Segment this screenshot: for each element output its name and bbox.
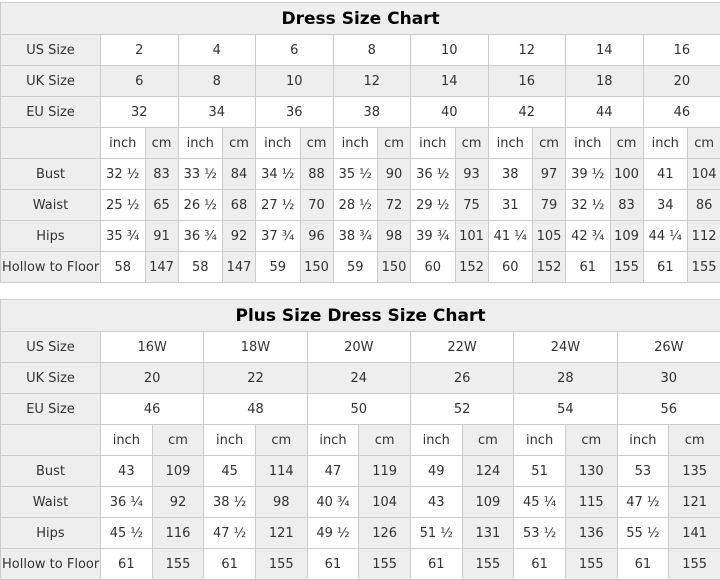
measure-row <box>1 549 720 580</box>
unit-inch-header: inch <box>410 425 462 456</box>
measure-cm-cell: 119 <box>359 456 411 487</box>
measure-cm-cell: 100 <box>610 159 643 190</box>
measure-cm-cell: 101 <box>455 221 488 252</box>
measure-cm-cell: 104 <box>688 159 720 190</box>
size-row <box>1 332 720 363</box>
measure-inch-cell: 43 <box>101 456 153 487</box>
size-value-cell: 16 <box>643 35 720 66</box>
measure-inch-cell: 49 <box>410 456 462 487</box>
measure-cm-cell: 150 <box>378 252 411 283</box>
unit-cm-header: cm <box>255 425 307 456</box>
unit-inch-header: inch <box>566 128 611 159</box>
measure-inch-cell: 59 <box>256 252 301 283</box>
unit-inch-header: inch <box>101 425 153 456</box>
unit-header-row <box>1 425 720 456</box>
unit-cm-header: cm <box>669 425 720 456</box>
measure-row <box>1 487 720 518</box>
measure-row <box>1 456 720 487</box>
row-label: Bust <box>1 456 101 487</box>
measure-cm-cell: 135 <box>669 456 720 487</box>
measure-inch-cell: 32 ½ <box>566 190 611 221</box>
measure-inch-cell: 25 ½ <box>101 190 146 221</box>
measure-row <box>1 518 720 549</box>
size-value-cell: 10 <box>411 35 489 66</box>
measure-cm-cell: 131 <box>462 518 514 549</box>
measure-inch-cell: 47 <box>307 456 359 487</box>
size-value-cell: 50 <box>307 394 410 425</box>
measure-inch-cell: 53 ½ <box>514 518 566 549</box>
unit-inch-header: inch <box>514 425 566 456</box>
measure-cm-cell: 92 <box>152 487 204 518</box>
size-value-cell: 44 <box>566 97 644 128</box>
measure-cm-cell: 116 <box>152 518 204 549</box>
unit-cm-header: cm <box>610 128 643 159</box>
measure-row <box>1 159 720 190</box>
size-value-cell: 12 <box>333 66 411 97</box>
measure-inch-cell: 29 ½ <box>411 190 456 221</box>
measure-inch-cell: 55 ½ <box>617 518 669 549</box>
row-label: Bust <box>1 159 101 190</box>
measure-inch-cell: 39 ¾ <box>411 221 456 252</box>
measure-inch-cell: 32 ½ <box>101 159 146 190</box>
measure-cm-cell: 98 <box>378 221 411 252</box>
size-value-cell: 30 <box>617 363 720 394</box>
row-label: US Size <box>1 35 101 66</box>
measure-inch-cell: 49 ½ <box>307 518 359 549</box>
plus-dress-size-chart-table <box>0 299 720 580</box>
size-value-cell: 20 <box>643 66 720 97</box>
size-value-cell: 38 <box>333 97 411 128</box>
measure-inch-cell: 61 <box>307 549 359 580</box>
measure-cm-cell: 155 <box>359 549 411 580</box>
table-title-row <box>1 300 720 332</box>
measure-cm-cell: 152 <box>533 252 566 283</box>
unit-header-row <box>1 128 720 159</box>
size-value-cell: 46 <box>643 97 720 128</box>
size-value-cell: 14 <box>566 35 644 66</box>
unit-inch-header: inch <box>643 128 688 159</box>
measure-inch-cell: 40 ¾ <box>307 487 359 518</box>
table-gap <box>0 283 720 299</box>
measure-cm-cell: 83 <box>145 159 178 190</box>
unit-inch-header: inch <box>488 128 533 159</box>
measure-inch-cell: 59 <box>333 252 378 283</box>
measure-cm-cell: 83 <box>610 190 643 221</box>
row-label: Hips <box>1 221 101 252</box>
size-value-cell: 12 <box>488 35 566 66</box>
measure-cm-cell: 70 <box>300 190 333 221</box>
measure-cm-cell: 68 <box>223 190 256 221</box>
measure-inch-cell: 34 ½ <box>256 159 301 190</box>
measure-cm-cell: 98 <box>255 487 307 518</box>
standard-dress-size-chart-table <box>0 2 720 283</box>
measure-cm-cell: 121 <box>669 487 720 518</box>
corner-cell <box>1 128 101 159</box>
size-value-cell: 20 <box>101 363 204 394</box>
measure-inch-cell: 36 ¼ <box>101 487 153 518</box>
measure-cm-cell: 147 <box>223 252 256 283</box>
measure-cm-cell: 152 <box>455 252 488 283</box>
size-row <box>1 394 720 425</box>
measure-cm-cell: 86 <box>688 190 720 221</box>
row-label: Hollow to Floor <box>1 549 101 580</box>
size-value-cell: 48 <box>204 394 307 425</box>
measure-cm-cell: 79 <box>533 190 566 221</box>
unit-cm-header: cm <box>223 128 256 159</box>
measure-inch-cell: 35 ¾ <box>101 221 146 252</box>
size-value-cell: 6 <box>256 35 334 66</box>
measure-inch-cell: 41 <box>643 159 688 190</box>
measure-cm-cell: 136 <box>565 518 617 549</box>
row-label: Hips <box>1 518 101 549</box>
row-label: EU Size <box>1 394 101 425</box>
measure-cm-cell: 75 <box>455 190 488 221</box>
measure-inch-cell: 45 <box>204 456 256 487</box>
measure-cm-cell: 155 <box>462 549 514 580</box>
unit-cm-header: cm <box>688 128 720 159</box>
measure-inch-cell: 34 <box>643 190 688 221</box>
size-row <box>1 35 720 66</box>
measure-inch-cell: 51 ½ <box>410 518 462 549</box>
size-value-cell: 34 <box>178 97 256 128</box>
size-value-cell: 22 <box>204 363 307 394</box>
size-value-cell: 26W <box>617 332 720 363</box>
measure-inch-cell: 61 <box>617 549 669 580</box>
unit-cm-header: cm <box>533 128 566 159</box>
unit-cm-header: cm <box>462 425 514 456</box>
size-value-cell: 24W <box>514 332 617 363</box>
measure-cm-cell: 147 <box>145 252 178 283</box>
measure-inch-cell: 33 ½ <box>178 159 223 190</box>
measure-cm-cell: 150 <box>300 252 333 283</box>
measure-cm-cell: 105 <box>533 221 566 252</box>
measure-inch-cell: 45 ¼ <box>514 487 566 518</box>
row-label: Waist <box>1 190 101 221</box>
measure-cm-cell: 92 <box>223 221 256 252</box>
measure-cm-cell: 130 <box>565 456 617 487</box>
unit-cm-header: cm <box>152 425 204 456</box>
measure-inch-cell: 61 <box>514 549 566 580</box>
measure-inch-cell: 45 ½ <box>101 518 153 549</box>
size-value-cell: 54 <box>514 394 617 425</box>
measure-cm-cell: 155 <box>688 252 720 283</box>
row-label: EU Size <box>1 97 101 128</box>
measure-cm-cell: 155 <box>255 549 307 580</box>
measure-inch-cell: 51 <box>514 456 566 487</box>
measure-inch-cell: 61 <box>643 252 688 283</box>
row-label: UK Size <box>1 66 101 97</box>
unit-cm-header: cm <box>455 128 488 159</box>
measure-cm-cell: 97 <box>533 159 566 190</box>
measure-cm-cell: 155 <box>669 549 720 580</box>
size-value-cell: 6 <box>101 66 179 97</box>
size-value-cell: 18W <box>204 332 307 363</box>
measure-inch-cell: 38 ½ <box>204 487 256 518</box>
row-label: Waist <box>1 487 101 518</box>
unit-cm-header: cm <box>565 425 617 456</box>
unit-cm-header: cm <box>359 425 411 456</box>
measure-inch-cell: 61 <box>410 549 462 580</box>
size-value-cell: 16 <box>488 66 566 97</box>
measure-inch-cell: 39 ½ <box>566 159 611 190</box>
measure-inch-cell: 38 ¾ <box>333 221 378 252</box>
measure-inch-cell: 31 <box>488 190 533 221</box>
size-value-cell: 8 <box>178 66 256 97</box>
size-value-cell: 52 <box>410 394 513 425</box>
unit-inch-header: inch <box>204 425 256 456</box>
size-value-cell: 18 <box>566 66 644 97</box>
measure-inch-cell: 41 ¼ <box>488 221 533 252</box>
measure-cm-cell: 109 <box>610 221 643 252</box>
measure-inch-cell: 61 <box>101 549 153 580</box>
measure-inch-cell: 58 <box>178 252 223 283</box>
size-row <box>1 363 720 394</box>
measure-cm-cell: 141 <box>669 518 720 549</box>
measure-cm-cell: 155 <box>565 549 617 580</box>
measure-row <box>1 252 720 283</box>
size-value-cell: 16W <box>101 332 204 363</box>
measure-cm-cell: 124 <box>462 456 514 487</box>
measure-inch-cell: 53 <box>617 456 669 487</box>
measure-inch-cell: 28 ½ <box>333 190 378 221</box>
size-value-cell: 24 <box>307 363 410 394</box>
size-value-cell: 22W <box>410 332 513 363</box>
size-value-cell: 42 <box>488 97 566 128</box>
measure-cm-cell: 88 <box>300 159 333 190</box>
size-value-cell: 26 <box>410 363 513 394</box>
measure-inch-cell: 42 ¾ <box>566 221 611 252</box>
unit-inch-header: inch <box>256 128 301 159</box>
measure-cm-cell: 155 <box>152 549 204 580</box>
measure-inch-cell: 43 <box>410 487 462 518</box>
row-label: UK Size <box>1 363 101 394</box>
table-title-row <box>1 3 720 35</box>
measure-inch-cell: 36 ½ <box>411 159 456 190</box>
table-title: Plus Size Dress Size Chart <box>1 300 720 332</box>
measure-inch-cell: 26 ½ <box>178 190 223 221</box>
unit-cm-header: cm <box>300 128 333 159</box>
measure-inch-cell: 47 ½ <box>204 518 256 549</box>
measure-inch-cell: 36 ¾ <box>178 221 223 252</box>
size-value-cell: 2 <box>101 35 179 66</box>
size-charts-container <box>0 2 720 580</box>
measure-inch-cell: 61 <box>566 252 611 283</box>
size-value-cell: 4 <box>178 35 256 66</box>
measure-inch-cell: 35 ½ <box>333 159 378 190</box>
measure-inch-cell: 27 ½ <box>256 190 301 221</box>
unit-inch-header: inch <box>178 128 223 159</box>
measure-cm-cell: 65 <box>145 190 178 221</box>
unit-inch-header: inch <box>101 128 146 159</box>
unit-inch-header: inch <box>411 128 456 159</box>
measure-cm-cell: 114 <box>255 456 307 487</box>
measure-inch-cell: 58 <box>101 252 146 283</box>
unit-inch-header: inch <box>307 425 359 456</box>
size-value-cell: 36 <box>256 97 334 128</box>
size-value-cell: 10 <box>256 66 334 97</box>
measure-cm-cell: 84 <box>223 159 256 190</box>
measure-row <box>1 221 720 252</box>
size-value-cell: 40 <box>411 97 489 128</box>
size-value-cell: 14 <box>411 66 489 97</box>
size-value-cell: 28 <box>514 363 617 394</box>
measure-inch-cell: 37 ¾ <box>256 221 301 252</box>
measure-inch-cell: 47 ½ <box>617 487 669 518</box>
measure-inch-cell: 61 <box>204 549 256 580</box>
measure-cm-cell: 109 <box>152 456 204 487</box>
measure-cm-cell: 96 <box>300 221 333 252</box>
measure-cm-cell: 121 <box>255 518 307 549</box>
unit-inch-header: inch <box>333 128 378 159</box>
row-label: US Size <box>1 332 101 363</box>
measure-cm-cell: 112 <box>688 221 720 252</box>
measure-inch-cell: 60 <box>488 252 533 283</box>
measure-cm-cell: 90 <box>378 159 411 190</box>
unit-inch-header: inch <box>617 425 669 456</box>
size-value-cell: 46 <box>101 394 204 425</box>
size-value-cell: 56 <box>617 394 720 425</box>
size-value-cell: 20W <box>307 332 410 363</box>
size-value-cell: 8 <box>333 35 411 66</box>
measure-cm-cell: 109 <box>462 487 514 518</box>
measure-cm-cell: 126 <box>359 518 411 549</box>
measure-cm-cell: 91 <box>145 221 178 252</box>
measure-cm-cell: 155 <box>610 252 643 283</box>
size-row <box>1 66 720 97</box>
size-row <box>1 97 720 128</box>
unit-cm-header: cm <box>145 128 178 159</box>
measure-inch-cell: 44 ¼ <box>643 221 688 252</box>
table-title: Dress Size Chart <box>1 3 720 35</box>
measure-inch-cell: 60 <box>411 252 456 283</box>
measure-cm-cell: 104 <box>359 487 411 518</box>
measure-cm-cell: 72 <box>378 190 411 221</box>
measure-cm-cell: 115 <box>565 487 617 518</box>
row-label: Hollow to Floor <box>1 252 101 283</box>
unit-cm-header: cm <box>378 128 411 159</box>
measure-inch-cell: 38 <box>488 159 533 190</box>
size-value-cell: 32 <box>101 97 179 128</box>
corner-cell <box>1 425 101 456</box>
measure-cm-cell: 93 <box>455 159 488 190</box>
measure-row <box>1 190 720 221</box>
